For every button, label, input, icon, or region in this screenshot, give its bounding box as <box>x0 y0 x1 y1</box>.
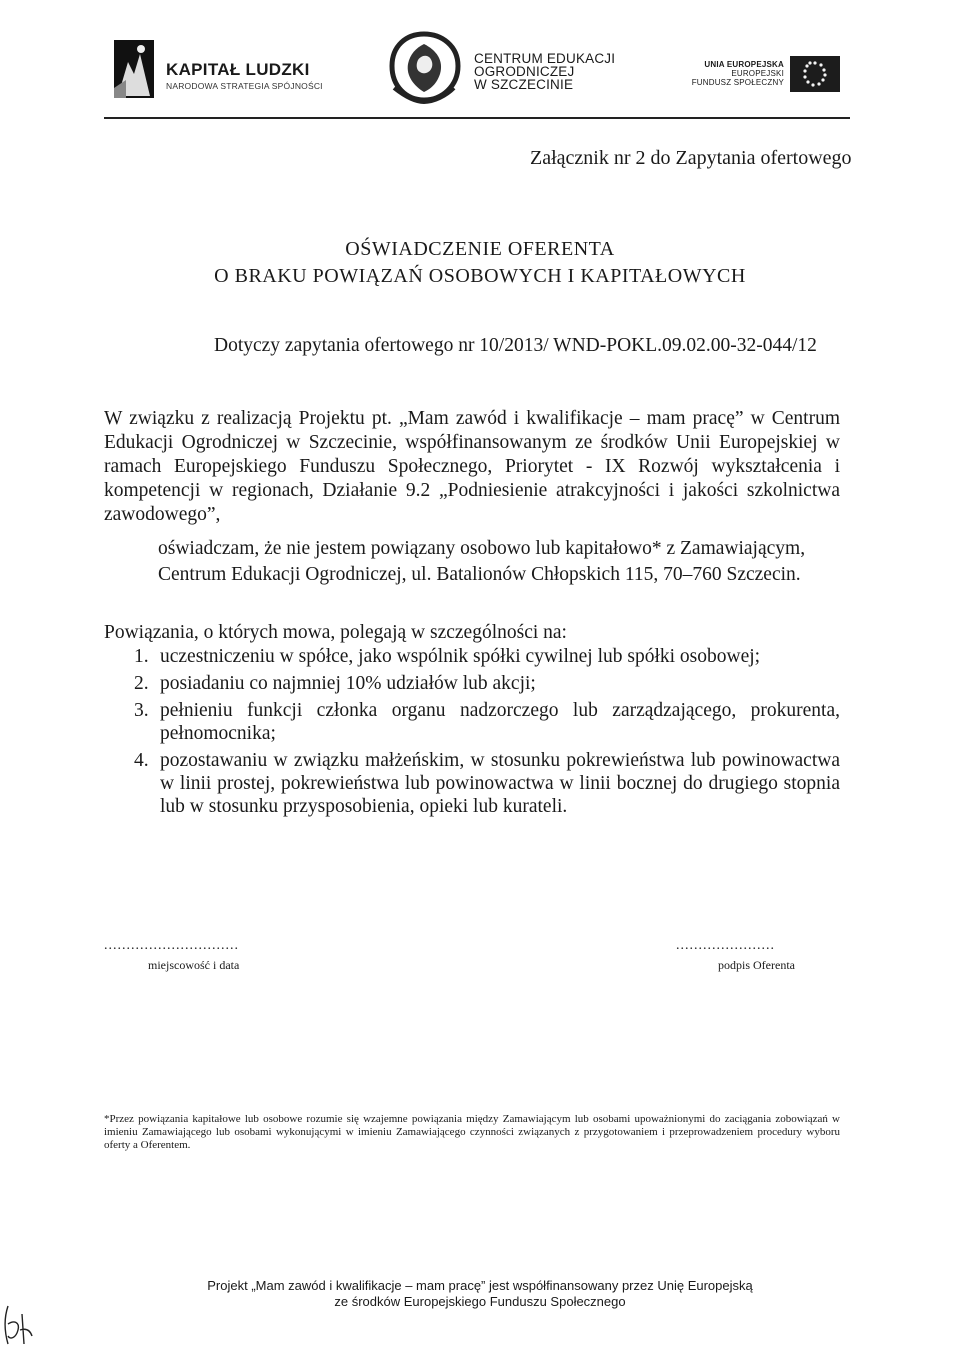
list-item-number: 1. <box>134 646 149 667</box>
project-footer-line2: ze środków Europejskiego Funduszu Społecznego <box>334 1294 626 1309</box>
list-item <box>104 699 840 745</box>
handwritten-initials <box>0 1300 40 1350</box>
centrum-edukacji-line1: CENTRUM EDUKACJI <box>474 51 616 66</box>
eu-line3: FUNDUSZ SPOŁECZNY <box>691 78 784 87</box>
kapital-ludzki-text <box>166 60 323 91</box>
signature-line: ...................... <box>676 938 775 953</box>
place-date-label: miejscowość i data <box>148 958 240 972</box>
centrum-edukacji-text <box>474 52 615 91</box>
list-item <box>104 672 840 695</box>
centrum-edukacji-emblem <box>384 30 464 106</box>
centrum-edukacji-line3: W SZCZECINIE <box>474 77 574 92</box>
kapital-ludzki-title: KAPITAŁ LUDZKI <box>166 60 310 79</box>
eu-flag-icon <box>790 56 840 92</box>
doc-title-line2: O BRAKU POWIĄZAŃ OSOBOWYCH I KAPITAŁOWYCH <box>214 265 746 287</box>
list-item-number: 2. <box>134 673 149 694</box>
kapital-ludzki-logo <box>110 40 158 102</box>
eu-line2: EUROPEJSKI <box>731 69 784 78</box>
list-intro: Powiązania, o których mowa, polegają w szczególności na: <box>104 622 567 643</box>
list-item <box>104 645 840 668</box>
list-item-text: pozostawaniu w związku małżeńskim, w stosunku pokrewieństwa lub powinowactwa w linii prostej, pokrewieństwa lub powinowactwa w linii bocznej do drugiego stopnia lub w stosunku przysposobienia, opieki lub kurateli. <box>160 750 840 817</box>
header-rule <box>104 117 850 119</box>
signature-label: podpis Oferenta <box>718 958 795 972</box>
doc-title-line1: OŚWIADCZENIE OFERENTA <box>345 238 615 260</box>
list-item <box>104 749 840 818</box>
relations-list <box>104 645 840 822</box>
list-item-text: posiadaniu co najmniej 10% udziałów lub akcji; <box>160 673 536 694</box>
eu-text <box>680 60 784 87</box>
project-footer <box>0 1278 960 1310</box>
kapital-ludzki-subtitle: NARODOWA STRATEGIA SPÓJNOŚCI <box>166 81 323 91</box>
list-item-number: 3. <box>134 700 149 721</box>
list-item-text: uczestniczeniu w spółce, jako wspólnik spółki cywilnej lub spółki osobowej; <box>160 646 761 667</box>
centrum-edukacji-line2: OGRODNICZEJ <box>474 64 575 79</box>
eu-line1: UNIA EUROPEJSKA <box>704 60 784 69</box>
place-date-line: .............................. <box>104 938 239 953</box>
attachment-label: Załącznik nr 2 do Zapytania ofertowego <box>530 147 852 169</box>
project-paragraph: W związku z realizacją Projektu pt. „Mam zawód i kwalifikacje – mam pracę” w Centrum Edukacji Ogrodniczej w Szczecinie, współfinansowanym ze środków Unii Europejskiej w ramach Europejskiego Funduszu Społecznego, Priorytet - IX Rozwój wykształcenia i kompetencji w regionach, Działanie 9.2 „Podniesienie atrakcyjności i jakości szkolnictwa zawodowego”, <box>104 408 840 525</box>
list-item-text: pełnieniu funkcji członka organu nadzorczego lub zarządzającego, prokurenta, pełnomocnika; <box>160 700 840 744</box>
footnote: *Przez powiązania kapitałowe lub osobowe rozumie się wzajemne powiązania między Zamawiającym lub osobami upoważnionymi do zaciągania zobowiązań w imieniu Zamawiającego lub osobami wykonującymi w imieniu Zamawiającego czynności związanych z przygotowaniem i przeprowadzeniem procedury wyboru oferty a Oferentem. <box>104 1113 840 1151</box>
list-item-number: 4. <box>134 750 149 771</box>
concerns-line: Dotyczy zapytania ofertowego nr 10/2013/ WND-POKL.09.02.00-32-044/12 <box>214 335 817 356</box>
declaration-paragraph: oświadczam, że nie jestem powiązany osobowo lub kapitałowo* z Zamawiającym, Centrum Edukacji Ogrodniczej, ul. Batalionów Chłopskich 115, 70–760 Szczecin. <box>158 538 806 585</box>
project-footer-line1: Projekt „Mam zawód i kwalifikacje – mam pracę” jest współfinansowany przez Unię Europejską <box>207 1278 753 1293</box>
